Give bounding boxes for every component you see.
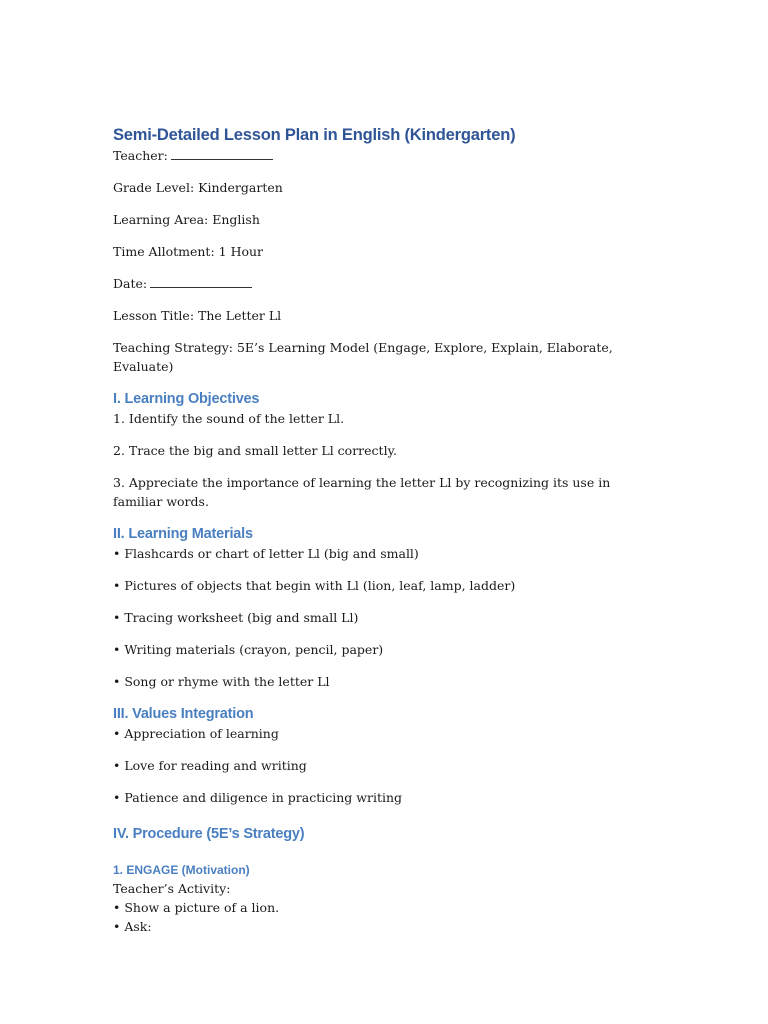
material-item: • Pictures of objects that begin with Ll (lion, leaf, lamp, ladder) (113, 578, 516, 593)
material-item: • Writing materials (crayon, pencil, paper) (113, 642, 384, 657)
date-label: Date: (113, 276, 148, 291)
grade-level-line: Grade Level: Kindergarten (113, 180, 283, 195)
material-item: • Song or rhyme with the letter Ll (113, 674, 330, 689)
objectives-heading: I. Learning Objectives (113, 391, 260, 407)
objective-item: 3. Appreciate the importance of learning the letter Ll by recognizing its use in familiar words. (113, 475, 611, 509)
value-item: • Patience and diligence in practicing writing (113, 790, 403, 805)
engage-line: Teacher’s Activity: (113, 881, 231, 896)
teacher-blank (171, 146, 273, 160)
engage-line: • Ask: (113, 919, 152, 934)
date-blank (150, 274, 252, 288)
material-item: • Flashcards or chart of letter Ll (big and small) (113, 546, 419, 561)
material-item: • Tracing worksheet (big and small Ll) (113, 610, 359, 625)
engage-line: • Show a picture of a lion. (113, 900, 280, 915)
values-heading: III. Values Integration (113, 706, 254, 722)
objective-item: 1. Identify the sound of the letter Ll. (113, 411, 345, 426)
engage-heading: 1. ENGAGE (Motivation) (113, 863, 250, 877)
materials-heading: II. Learning Materials (113, 526, 253, 542)
document-body (113, 124, 653, 936)
value-item: • Appreciation of learning (113, 726, 279, 741)
lesson-title-line: Lesson Title: The Letter Ll (113, 308, 282, 323)
date-line (113, 274, 653, 293)
learning-area-line: Learning Area: English (113, 212, 260, 227)
objective-item: 2. Trace the big and small letter Ll correctly. (113, 443, 397, 458)
value-item: • Love for reading and writing (113, 758, 307, 773)
document-title: Semi-Detailed Lesson Plan in English (Kindergarten) (113, 126, 516, 144)
teacher-line (113, 146, 653, 165)
procedure-heading: IV. Procedure (5E’s Strategy) (113, 826, 305, 842)
teaching-strategy-line: Teaching Strategy: 5E’s Learning Model (Engage, Explore, Explain, Elaborate, Evaluate) (113, 340, 613, 374)
teacher-label: Teacher: (113, 148, 168, 163)
time-allotment-line: Time Allotment: 1 Hour (113, 244, 264, 259)
